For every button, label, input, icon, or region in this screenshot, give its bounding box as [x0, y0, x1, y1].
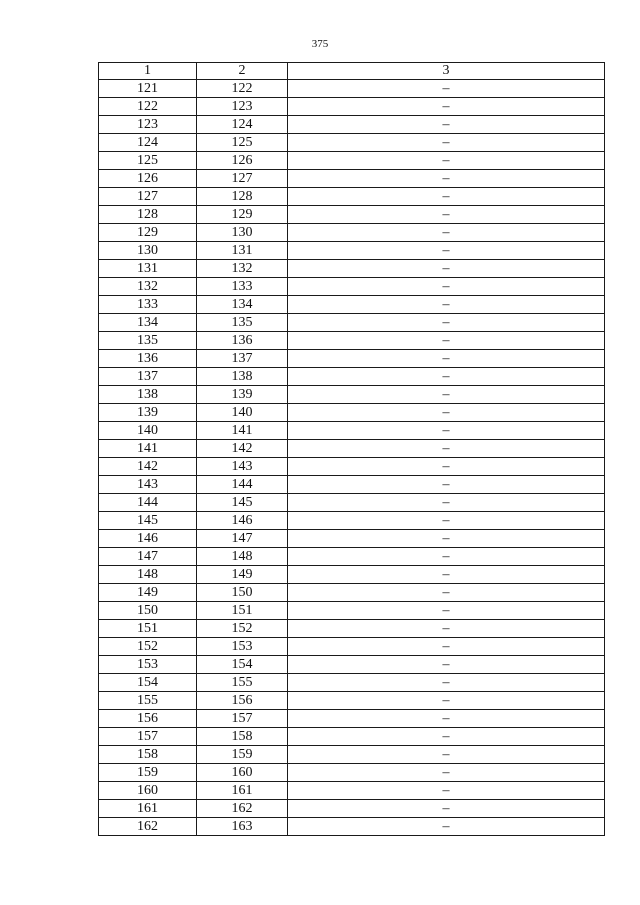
table-cell-col-3: – — [288, 728, 605, 746]
table-row — [99, 620, 605, 638]
table-cell-col-3: – — [288, 638, 605, 656]
table-row — [99, 314, 605, 332]
table-row — [99, 134, 605, 152]
table-cell-col-2: 159 — [197, 746, 288, 764]
page-number: 375 — [311, 38, 329, 50]
table-cell-col-2: 139 — [197, 386, 288, 404]
table-row — [99, 800, 605, 818]
table-row — [99, 512, 605, 530]
table-row — [99, 116, 605, 134]
column-header-2: 2 — [197, 63, 288, 80]
table-row — [99, 638, 605, 656]
table-row — [99, 296, 605, 314]
table-cell-col-3: – — [288, 548, 605, 566]
table-cell-col-1: 149 — [99, 584, 197, 602]
table-cell-col-3: – — [288, 98, 605, 116]
table-cell-col-1: 129 — [99, 224, 197, 242]
table-cell-col-3: – — [288, 746, 605, 764]
table-cell-col-1: 145 — [99, 512, 197, 530]
table-cell-col-1: 161 — [99, 800, 197, 818]
table-cell-col-1: 137 — [99, 368, 197, 386]
table-cell-col-2: 131 — [197, 242, 288, 260]
table-cell-col-2: 146 — [197, 512, 288, 530]
table-cell-col-1: 154 — [99, 674, 197, 692]
table-cell-col-1: 152 — [99, 638, 197, 656]
table-cell-col-1: 148 — [99, 566, 197, 584]
table-cell-col-1: 157 — [99, 728, 197, 746]
table-cell-col-1: 126 — [99, 170, 197, 188]
table-row — [99, 476, 605, 494]
table-cell-col-3: – — [288, 764, 605, 782]
table-cell-col-3: – — [288, 818, 605, 836]
table-cell-col-2: 138 — [197, 368, 288, 386]
table-cell-col-2: 124 — [197, 116, 288, 134]
table-body — [99, 80, 605, 836]
table-cell-col-2: 123 — [197, 98, 288, 116]
table-cell-col-1: 135 — [99, 332, 197, 350]
table-cell-col-1: 147 — [99, 548, 197, 566]
table-cell-col-3: – — [288, 242, 605, 260]
table-cell-col-1: 131 — [99, 260, 197, 278]
table-cell-col-3: – — [288, 476, 605, 494]
table-cell-col-1: 146 — [99, 530, 197, 548]
table-cell-col-3: – — [288, 134, 605, 152]
table-row — [99, 278, 605, 296]
table-cell-col-3: – — [288, 332, 605, 350]
table-cell-col-2: 125 — [197, 134, 288, 152]
table-cell-col-1: 140 — [99, 422, 197, 440]
table-cell-col-3: – — [288, 584, 605, 602]
table-cell-col-2: 158 — [197, 728, 288, 746]
table-cell-col-2: 161 — [197, 782, 288, 800]
table-cell-col-1: 122 — [99, 98, 197, 116]
table-cell-col-3: – — [288, 350, 605, 368]
table-row — [99, 170, 605, 188]
table-cell-col-2: 147 — [197, 530, 288, 548]
table-row — [99, 530, 605, 548]
table-row — [99, 584, 605, 602]
table-cell-col-3: – — [288, 602, 605, 620]
table-cell-col-1: 158 — [99, 746, 197, 764]
table-cell-col-2: 140 — [197, 404, 288, 422]
table-cell-col-3: – — [288, 278, 605, 296]
header-row — [99, 63, 605, 80]
table-cell-col-3: – — [288, 674, 605, 692]
table-row — [99, 188, 605, 206]
table-cell-col-2: 154 — [197, 656, 288, 674]
table-cell-col-2: 141 — [197, 422, 288, 440]
table-cell-col-3: – — [288, 296, 605, 314]
table-row — [99, 602, 605, 620]
table-cell-col-1: 155 — [99, 692, 197, 710]
table-cell-col-2: 149 — [197, 566, 288, 584]
table-row — [99, 332, 605, 350]
table-cell-col-2: 136 — [197, 332, 288, 350]
table-row — [99, 566, 605, 584]
table-row — [99, 458, 605, 476]
table-cell-col-1: 138 — [99, 386, 197, 404]
data-table — [98, 62, 605, 836]
table-cell-col-2: 151 — [197, 602, 288, 620]
table-cell-col-2: 135 — [197, 314, 288, 332]
table-cell-col-2: 162 — [197, 800, 288, 818]
table-cell-col-2: 133 — [197, 278, 288, 296]
table-cell-col-1: 150 — [99, 602, 197, 620]
table-cell-col-2: 126 — [197, 152, 288, 170]
table-cell-col-3: – — [288, 386, 605, 404]
table-cell-col-1: 141 — [99, 440, 197, 458]
table-row — [99, 152, 605, 170]
column-header-3: 3 — [288, 63, 605, 80]
table-row — [99, 494, 605, 512]
table-cell-col-2: 122 — [197, 80, 288, 98]
table-cell-col-1: 130 — [99, 242, 197, 260]
table-row — [99, 782, 605, 800]
table-cell-col-1: 142 — [99, 458, 197, 476]
table-cell-col-2: 134 — [197, 296, 288, 314]
table-cell-col-2: 148 — [197, 548, 288, 566]
table-cell-col-3: – — [288, 710, 605, 728]
table-cell-col-1: 162 — [99, 818, 197, 836]
table-cell-col-2: 155 — [197, 674, 288, 692]
table-cell-col-2: 128 — [197, 188, 288, 206]
table-cell-col-3: – — [288, 566, 605, 584]
table-cell-col-2: 142 — [197, 440, 288, 458]
table-row — [99, 746, 605, 764]
table-row — [99, 80, 605, 98]
table-row — [99, 728, 605, 746]
table-cell-col-3: – — [288, 800, 605, 818]
table-row — [99, 350, 605, 368]
table-row — [99, 818, 605, 836]
table-cell-col-3: – — [288, 422, 605, 440]
table-cell-col-3: – — [288, 188, 605, 206]
table-cell-col-2: 150 — [197, 584, 288, 602]
column-header-1: 1 — [99, 63, 197, 80]
table-cell-col-3: – — [288, 692, 605, 710]
table-row — [99, 674, 605, 692]
table-cell-col-2: 156 — [197, 692, 288, 710]
table-cell-col-2: 144 — [197, 476, 288, 494]
table-row — [99, 260, 605, 278]
table-cell-col-2: 153 — [197, 638, 288, 656]
table-cell-col-1: 123 — [99, 116, 197, 134]
table-cell-col-2: 145 — [197, 494, 288, 512]
table-cell-col-2: 143 — [197, 458, 288, 476]
table-cell-col-2: 132 — [197, 260, 288, 278]
table-cell-col-1: 136 — [99, 350, 197, 368]
table-row — [99, 206, 605, 224]
table-cell-col-2: 163 — [197, 818, 288, 836]
table-row — [99, 224, 605, 242]
table-cell-col-3: – — [288, 494, 605, 512]
table-cell-col-3: – — [288, 260, 605, 278]
table-cell-col-3: – — [288, 152, 605, 170]
table-row — [99, 98, 605, 116]
table-cell-col-3: – — [288, 458, 605, 476]
table-cell-col-3: – — [288, 620, 605, 638]
table-cell-col-1: 121 — [99, 80, 197, 98]
table-row — [99, 422, 605, 440]
table-cell-col-3: – — [288, 314, 605, 332]
table-row — [99, 656, 605, 674]
table-cell-col-3: – — [288, 512, 605, 530]
table-header — [99, 63, 605, 80]
table-cell-col-2: 129 — [197, 206, 288, 224]
table-cell-col-3: – — [288, 170, 605, 188]
table-cell-col-1: 153 — [99, 656, 197, 674]
table-cell-col-3: – — [288, 368, 605, 386]
table-cell-col-2: 157 — [197, 710, 288, 728]
table-cell-col-2: 137 — [197, 350, 288, 368]
table-cell-col-2: 127 — [197, 170, 288, 188]
table-cell-col-1: 159 — [99, 764, 197, 782]
table-row — [99, 764, 605, 782]
table-cell-col-3: – — [288, 656, 605, 674]
table-row — [99, 440, 605, 458]
table-cell-col-1: 144 — [99, 494, 197, 512]
table-row — [99, 692, 605, 710]
table-cell-col-2: 160 — [197, 764, 288, 782]
table-cell-col-3: – — [288, 206, 605, 224]
table-cell-col-3: – — [288, 404, 605, 422]
table-cell-col-1: 133 — [99, 296, 197, 314]
table-row — [99, 386, 605, 404]
table-row — [99, 404, 605, 422]
table-row — [99, 710, 605, 728]
table-cell-col-2: 152 — [197, 620, 288, 638]
table-cell-col-3: – — [288, 530, 605, 548]
table-cell-col-1: 143 — [99, 476, 197, 494]
table-cell-col-1: 139 — [99, 404, 197, 422]
table-cell-col-3: – — [288, 224, 605, 242]
table-cell-col-1: 127 — [99, 188, 197, 206]
table-cell-col-1: 134 — [99, 314, 197, 332]
table-cell-col-3: – — [288, 782, 605, 800]
table-cell-col-3: – — [288, 116, 605, 134]
table-cell-col-1: 151 — [99, 620, 197, 638]
table-row — [99, 242, 605, 260]
table-cell-col-1: 156 — [99, 710, 197, 728]
table-cell-col-1: 124 — [99, 134, 197, 152]
table-row — [99, 548, 605, 566]
table-cell-col-1: 125 — [99, 152, 197, 170]
table-cell-col-3: – — [288, 440, 605, 458]
table-cell-col-1: 128 — [99, 206, 197, 224]
table-row — [99, 368, 605, 386]
table-cell-col-1: 160 — [99, 782, 197, 800]
table-cell-col-1: 132 — [99, 278, 197, 296]
table-cell-col-3: – — [288, 80, 605, 98]
table-cell-col-2: 130 — [197, 224, 288, 242]
